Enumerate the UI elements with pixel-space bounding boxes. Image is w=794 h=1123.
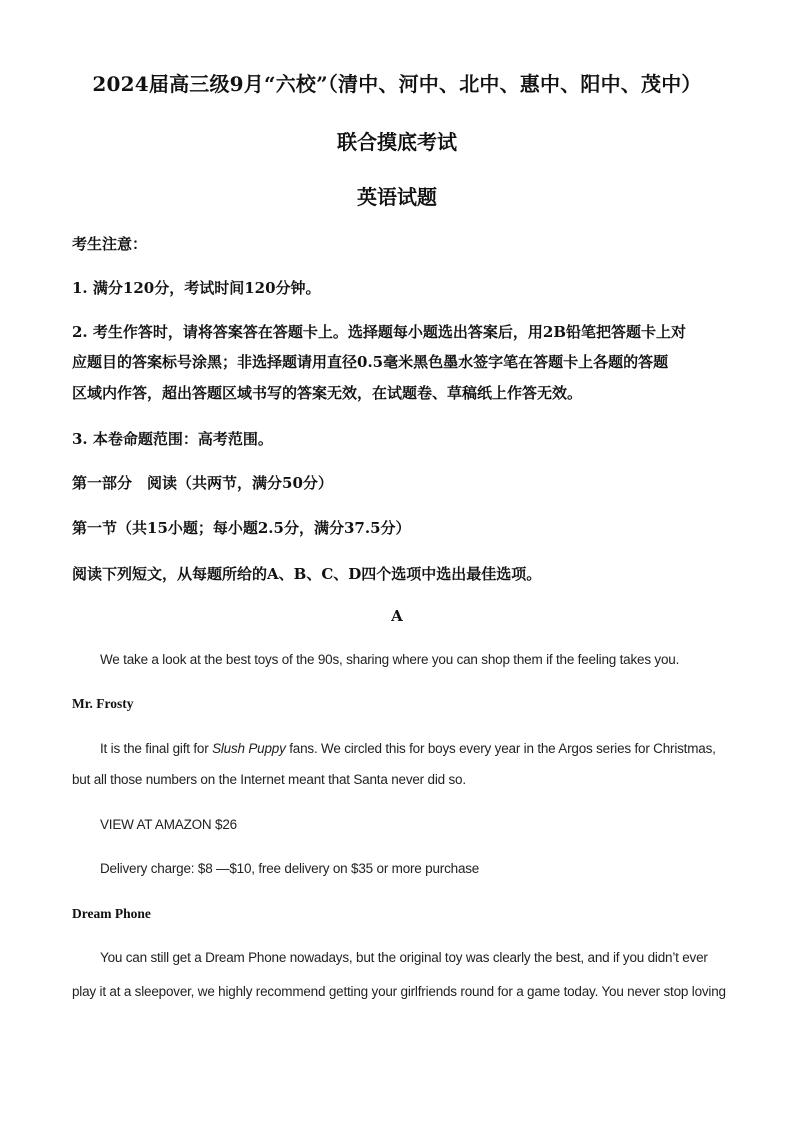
notice-item-2-line1: 2. 考生作答时，请将答案答在答题卡上。选择题每小题选出答案后，用2B铅笔把答题卡上对 (72, 323, 687, 341)
notice-heading: 考生注意： (72, 235, 148, 253)
mr-frosty-text-line1 (100, 741, 716, 756)
mr-frosty-view-price: VIEW AT AMAZON $26 (100, 817, 237, 832)
exam-title-line1: 2024届高三级9月“六校”（清中、河中、北中、惠中、阳中、茂中） (92, 72, 702, 96)
passage-label: A (391, 607, 403, 625)
notice-item-2-line2: 应题目的答案标号涂黑；非选择题请用直径0.5毫米黑色墨水签字笔在答题卡上各题的答题 (72, 353, 669, 371)
reading-instruction: 阅读下列短文，从每题所给的A、B、C、D四个选项中选出最佳选项。 (72, 565, 542, 583)
mr-frosty-text-post: fans. We circled this for boys every year in the Argos series for Christmas, (285, 741, 716, 756)
mr-frosty-text-line2: but all those numbers on the Internet meant that Santa never did so. (72, 772, 466, 787)
section-heading: 第一节（共15小题；每小题2.5分，满分37.5分） (72, 519, 411, 537)
dream-phone-text-line1: You can still get a Dream Phone nowadays, but the original toy was clearly the best, and if you didn’t ever (100, 950, 708, 965)
notice-item-1: 1. 满分120分，考试时间120分钟。 (72, 279, 321, 297)
mr-frosty-text-pre: It is the final gift for (100, 741, 213, 756)
exam-title-line2: 联合摸底考试 (337, 130, 457, 154)
notice-item-2-line3: 区域内作答，超出答题区域书写的答案无效，在试题卷、草稿纸上作答无效。 (72, 384, 583, 402)
passage-intro: We take a look at the best toys of the 90s, sharing where you can shop them if the feeling takes you. (100, 652, 680, 667)
mr-frosty-delivery: Delivery charge: $8 —$10, free delivery on $35 or more purchase (100, 861, 480, 876)
mr-frosty-product-name: Slush Puppy (212, 741, 286, 756)
item-heading-dream-phone: Dream Phone (72, 906, 151, 921)
part-heading: 第一部分 阅读（共两节，满分50分） (72, 474, 333, 492)
notice-item-3: 3. 本卷命题范围：高考范围。 (72, 430, 273, 448)
dream-phone-text-line2: play it at a sleepover, we highly recommend getting your girlfriends round for a game today. You never stop loving (72, 984, 726, 999)
exam-subject-title: 英语试题 (357, 185, 437, 209)
item-heading-mr-frosty: Mr. Frosty (72, 696, 134, 711)
